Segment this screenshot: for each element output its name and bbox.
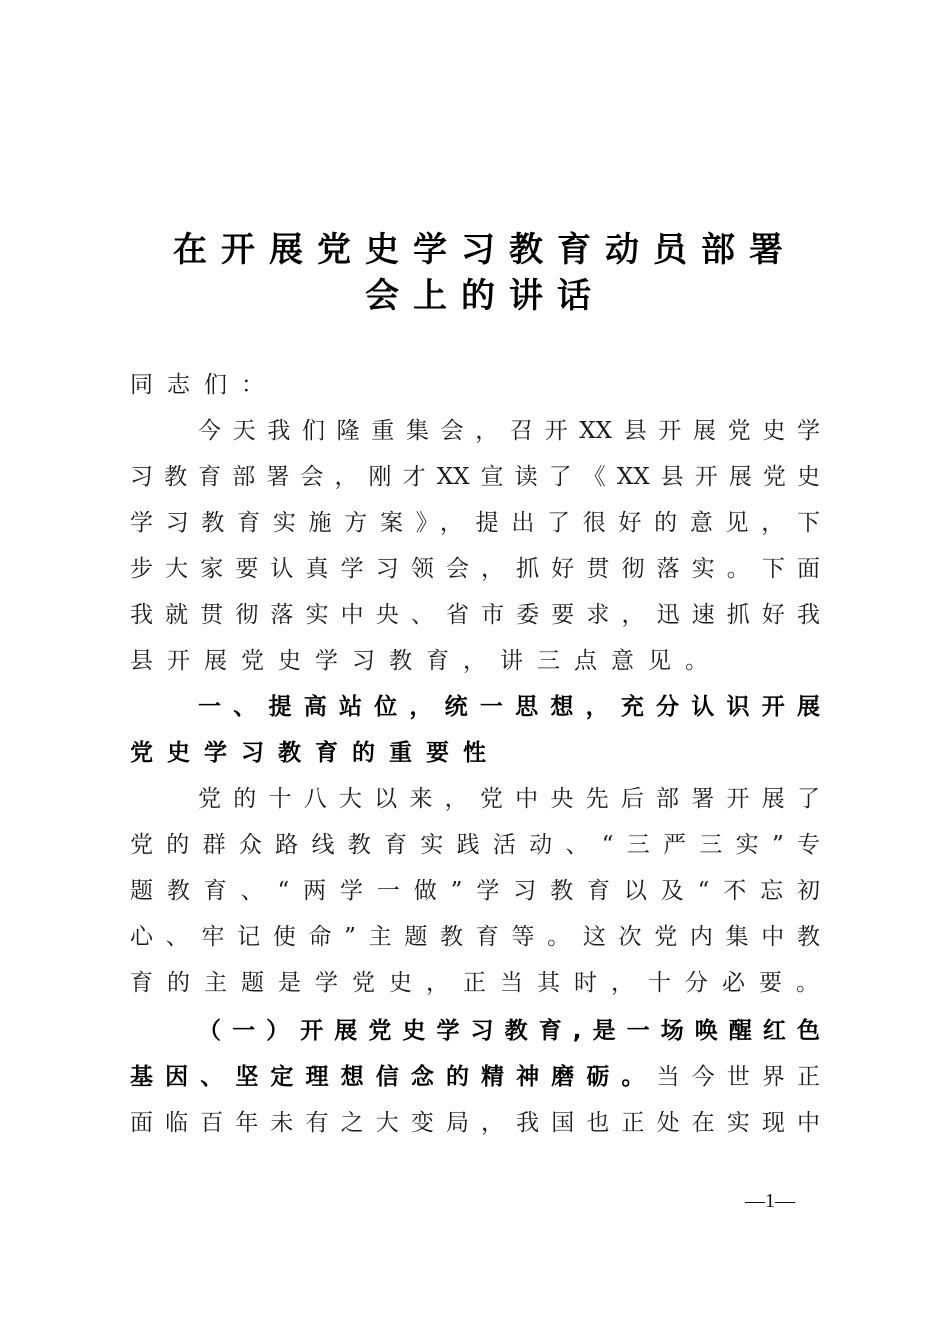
paragraph-line: 习教育部署会，刚才XX宣读了《XX县开展党史 bbox=[130, 464, 820, 490]
paragraph-text: 当今世界正 bbox=[656, 1064, 821, 1090]
salutation: 同志们： bbox=[130, 372, 278, 398]
paragraph-line: 我就贯彻落实中央、省市委要求，迅速抓好我 bbox=[130, 602, 820, 628]
paragraph-line: 今天我们隆重集会，召开XX县开展党史学 bbox=[198, 418, 820, 444]
paragraph-line: 学习教育实施方案》，提出了很好的意见，下 bbox=[130, 510, 820, 536]
page-number: —1— bbox=[745, 1190, 795, 1212]
paragraph-line: 育的主题是学党史，正当其时，十分必要。 bbox=[130, 970, 833, 996]
paragraph-line: 面临百年未有之大变局，我国也正处在实现中 bbox=[130, 1110, 820, 1136]
paragraph-line: 党的群众路线教育实践活动、“三严三实”专 bbox=[130, 832, 820, 858]
section-heading-line: 党史学习教育的重要性 bbox=[130, 740, 500, 766]
paragraph-line: 题教育、“两学一做”学习教育以及“不忘初 bbox=[130, 878, 820, 904]
paragraph-line: 心、牢记使命”主题教育等。这次党内集中教 bbox=[130, 924, 820, 950]
mixed-paragraph-line bbox=[130, 1062, 820, 1092]
paragraph-line: 党的十八大以来，党中央先后部署开展了 bbox=[198, 786, 820, 812]
section-heading-line: 一、提高站位，统一思想，充分认识开展 bbox=[198, 694, 820, 720]
subsection-heading-line: （一）开展党史学习教育,是一场唤醒红色 bbox=[198, 1018, 820, 1044]
document-title-line-2: 会上的讲话 bbox=[365, 276, 605, 316]
paragraph-line: 步大家要认真学习领会，抓好贯彻落实。下面 bbox=[130, 556, 820, 582]
document-title-line-1: 在开展党史学习教育动员部署 bbox=[173, 230, 797, 270]
subsection-heading-tail: 基因、坚定理想信念的精神磨砺。 bbox=[130, 1064, 657, 1090]
paragraph-line: 县开展党史学习教育，讲三点意见。 bbox=[130, 648, 722, 674]
